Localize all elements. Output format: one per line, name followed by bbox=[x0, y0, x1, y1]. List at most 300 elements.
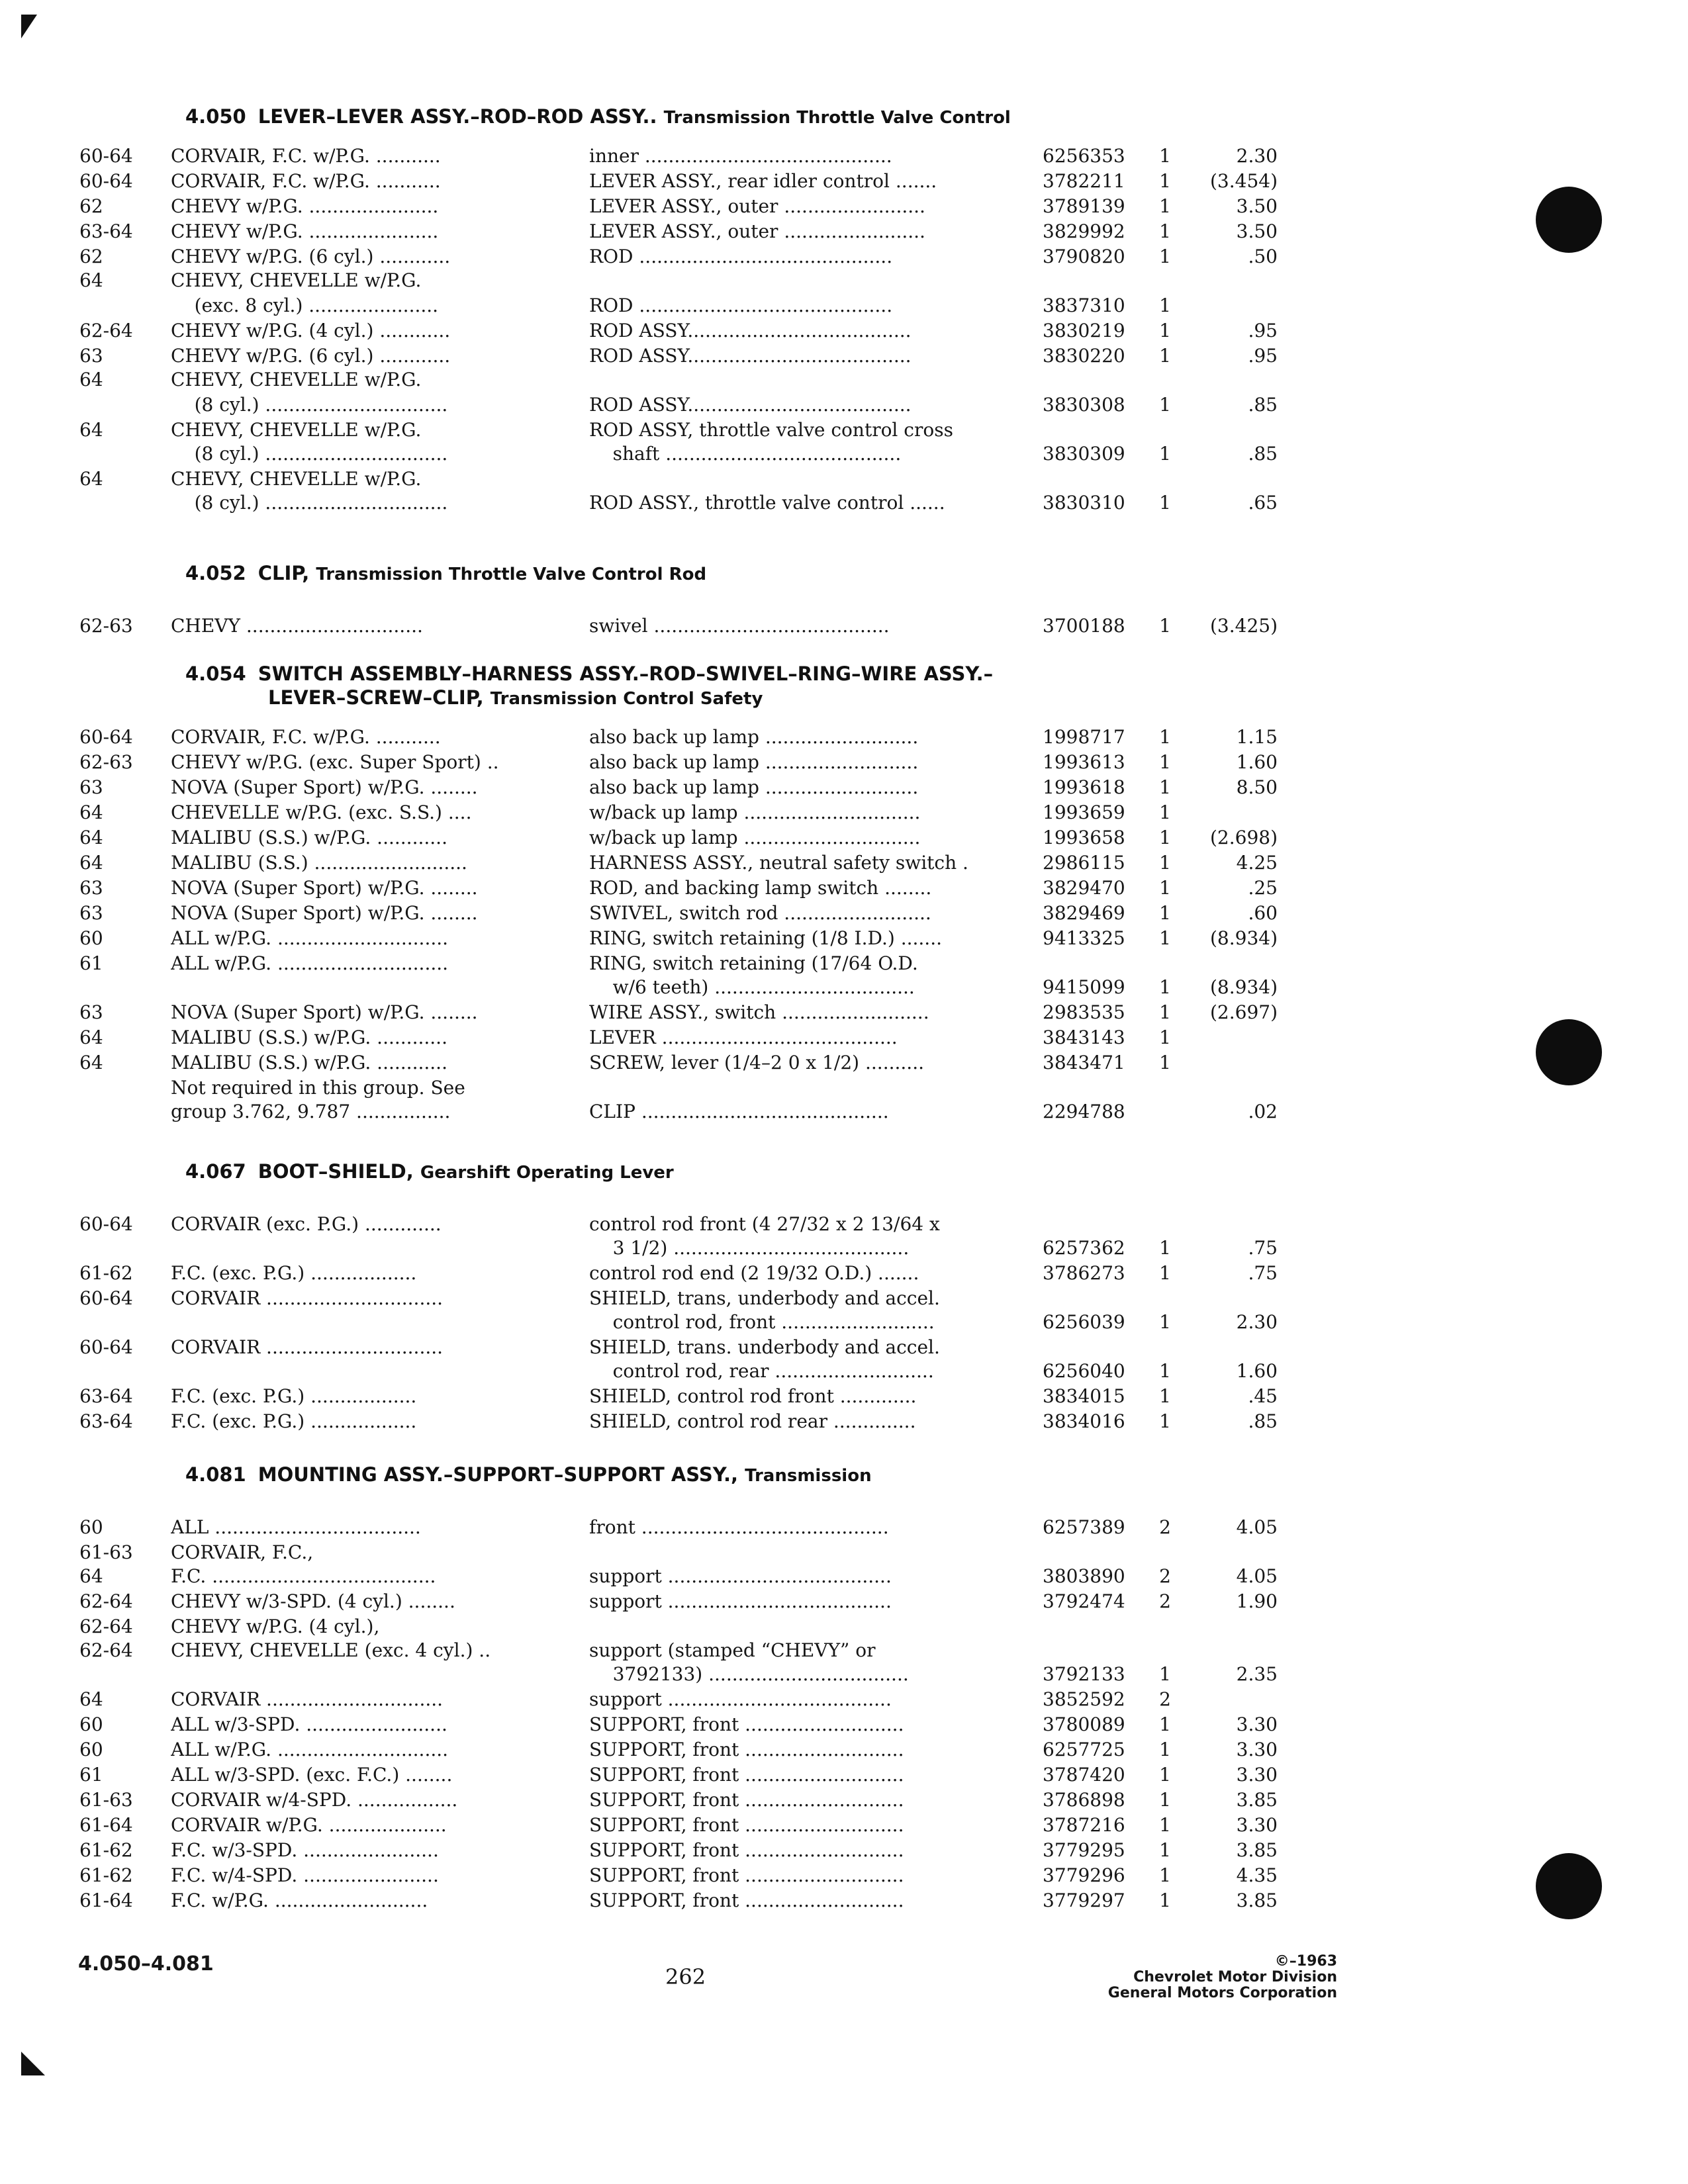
quantity: 1 bbox=[1159, 492, 1171, 514]
part-number: 3852592 bbox=[1043, 1688, 1125, 1710]
quantity: 1 bbox=[1159, 1663, 1171, 1685]
model-years: 63-64 bbox=[79, 1410, 133, 1432]
price: (8.934) bbox=[1209, 976, 1278, 998]
part-description: SUPPORT, front ........................... bbox=[589, 1764, 904, 1786]
section-subtitle: Transmission bbox=[745, 1466, 872, 1486]
part-description: control rod front (4 27/32 x 2 13/64 x 3 1/2) ........................................ bbox=[589, 1213, 940, 1259]
section-heading bbox=[185, 561, 1278, 586]
quantity: 1 bbox=[1159, 1262, 1171, 1284]
part-description: LEVER ASSY., rear idler control ....... bbox=[589, 170, 937, 192]
parts-row bbox=[73, 1686, 1278, 1711]
model-application: MALIBU (S.S.) w/P.G. ............ bbox=[171, 827, 447, 848]
part-description: ROD ........................................... bbox=[589, 246, 893, 267]
model-application: MALIBU (S.S.) w/P.G. ............ bbox=[171, 1026, 447, 1048]
parts-row bbox=[73, 749, 1278, 774]
parts-row bbox=[73, 1514, 1278, 1539]
parts-row bbox=[73, 1762, 1278, 1787]
part-description: also back up lamp .......................... bbox=[589, 776, 919, 798]
quantity: 1 bbox=[1159, 295, 1171, 316]
parts-row bbox=[73, 799, 1278, 825]
parts-row bbox=[73, 1711, 1278, 1737]
part-number: 2983535 bbox=[1043, 1001, 1125, 1023]
parts-row bbox=[73, 1787, 1278, 1812]
quantity: 1 bbox=[1159, 1410, 1171, 1432]
price: .85 bbox=[1248, 394, 1278, 416]
parts-row bbox=[73, 466, 1278, 515]
model-years: 63 bbox=[79, 902, 103, 924]
model-years: 60-64 bbox=[79, 170, 133, 192]
parts-row bbox=[73, 244, 1278, 293]
model-application: MALIBU (S.S.) .......................... bbox=[171, 852, 467, 874]
model-application: CHEVY w/P.G. (6 cyl.) ............ CHEVY, CHEVELLE w/P.G. bbox=[171, 345, 451, 390]
section-number: 4.081 bbox=[185, 1463, 246, 1486]
quantity: 1 bbox=[1159, 320, 1171, 341]
model-application: CHEVY, CHEVELLE w/P.G. (8 cyl.) ............................... bbox=[171, 468, 448, 514]
model-application: CORVAIR (exc. P.G.) ............. bbox=[171, 1213, 442, 1235]
model-years: 60 bbox=[79, 1516, 103, 1538]
part-description: ROD ASSY...................................... bbox=[589, 394, 912, 416]
model-years: 60 bbox=[79, 927, 103, 949]
model-application: CORVAIR .............................. bbox=[171, 1688, 444, 1710]
price: (2.698) bbox=[1209, 827, 1278, 848]
part-description: support ...................................... bbox=[589, 1688, 892, 1710]
price: 8.50 bbox=[1236, 776, 1278, 798]
copyright-block bbox=[1086, 1954, 1337, 2001]
quantity: 1 bbox=[1159, 1889, 1171, 1911]
model-years: 62-64 bbox=[79, 320, 133, 341]
model-application: CORVAIR, F.C. w/P.G. ........... bbox=[171, 170, 441, 192]
model-years: 63 bbox=[79, 1001, 103, 1023]
section-heading bbox=[185, 1463, 1278, 1488]
quantity: 2 bbox=[1159, 1516, 1171, 1538]
parts-row bbox=[73, 343, 1278, 392]
parts-row bbox=[73, 1588, 1278, 1614]
quantity: 1 bbox=[1159, 220, 1171, 242]
model-years: 64 bbox=[79, 1052, 103, 1073]
price: 4.05 bbox=[1236, 1565, 1278, 1587]
part-number: 3843143 bbox=[1043, 1026, 1125, 1048]
section-subtitle: Transmission Control Safety bbox=[490, 689, 763, 709]
parts-row bbox=[73, 193, 1278, 218]
parts-row bbox=[73, 724, 1278, 749]
price: 4.05 bbox=[1236, 1516, 1278, 1538]
price: .60 bbox=[1248, 902, 1278, 924]
part-number: 1998717 bbox=[1043, 726, 1125, 748]
model-years: 64 bbox=[79, 852, 103, 874]
model-years: 61 bbox=[79, 1764, 103, 1786]
part-description: SUPPORT, front ........................... bbox=[589, 1864, 904, 1886]
model-application: Not required in this group. See group 3.762, 9.787 ................ bbox=[171, 1077, 465, 1122]
corporation-name: General Motors Corporation bbox=[1107, 1985, 1337, 2001]
binder-hole bbox=[1536, 187, 1602, 253]
part-number: 1993659 bbox=[1043, 801, 1125, 823]
part-number: 6256039 bbox=[1043, 1311, 1125, 1333]
part-number: 3829992 bbox=[1043, 220, 1125, 242]
binder-hole bbox=[1536, 1019, 1602, 1085]
quantity: 1 bbox=[1159, 1052, 1171, 1073]
corner-mark-bottom bbox=[21, 2052, 45, 2075]
parts-row bbox=[73, 1737, 1278, 1762]
part-number: 6257362 bbox=[1043, 1237, 1125, 1259]
price: 3.30 bbox=[1236, 1814, 1278, 1836]
part-description: SUPPORT, front ........................... bbox=[589, 1889, 904, 1911]
model-application: CHEVY, CHEVELLE w/P.G. (8 cyl.) ............................... bbox=[171, 419, 448, 465]
part-description: ROD ASSY., throttle valve control ...... bbox=[589, 492, 945, 514]
parts-row bbox=[73, 850, 1278, 875]
part-number: 6257389 bbox=[1043, 1516, 1125, 1538]
section-subtitle: Gearshift Operating Lever bbox=[420, 1163, 674, 1183]
model-years: 61-64 bbox=[79, 1814, 133, 1836]
part-description: support ...................................... bbox=[589, 1590, 892, 1612]
part-number: 3834015 bbox=[1043, 1385, 1125, 1407]
model-application: ALL w/3-SPD. ........................ bbox=[171, 1713, 447, 1735]
part-number: 3789139 bbox=[1043, 195, 1125, 217]
model-years: 60-64 bbox=[79, 1336, 133, 1358]
quantity: 1 bbox=[1159, 1713, 1171, 1735]
part-number: 2294788 bbox=[1043, 1101, 1125, 1122]
group-range: 4.050–4.081 bbox=[78, 1952, 214, 1976]
part-number: 3830220 bbox=[1043, 345, 1125, 367]
model-years: 62-63 bbox=[79, 751, 133, 773]
price: .95 bbox=[1248, 345, 1278, 367]
price: .50 bbox=[1248, 246, 1278, 267]
model-years: 64 bbox=[79, 1688, 103, 1710]
parts-row bbox=[73, 1837, 1278, 1862]
parts-row bbox=[73, 293, 1278, 318]
parts-row bbox=[73, 1539, 1278, 1588]
quantity: 1 bbox=[1159, 170, 1171, 192]
model-application: CORVAIR w/P.G. .................... bbox=[171, 1814, 447, 1836]
part-number: 3830310 bbox=[1043, 492, 1125, 514]
part-number: 3830219 bbox=[1043, 320, 1125, 341]
parts-row bbox=[73, 1383, 1278, 1408]
model-application: CORVAIR .............................. bbox=[171, 1287, 444, 1309]
part-number: 3786898 bbox=[1043, 1789, 1125, 1811]
parts-row bbox=[73, 1614, 1278, 1686]
quantity: 1 bbox=[1159, 852, 1171, 874]
parts-row bbox=[73, 1211, 1278, 1260]
parts-row bbox=[73, 925, 1278, 950]
model-application: ALL ................................... bbox=[171, 1516, 421, 1538]
quantity: 1 bbox=[1159, 1385, 1171, 1407]
part-description: SUPPORT, front ........................... bbox=[589, 1814, 904, 1836]
copyright-year: ©–1963 bbox=[1274, 1953, 1337, 1970]
model-years: 61-62 bbox=[79, 1839, 133, 1861]
model-application: CHEVY w/3-SPD. (4 cyl.) ........ bbox=[171, 1590, 455, 1612]
section-4-054 bbox=[73, 662, 1278, 1124]
quantity: 1 bbox=[1159, 1864, 1171, 1886]
part-description: SHIELD, control rod front ............. bbox=[589, 1385, 917, 1407]
quantity: 1 bbox=[1159, 927, 1171, 949]
parts-row bbox=[73, 392, 1278, 417]
price: 3.85 bbox=[1236, 1839, 1278, 1861]
part-description: ROD ASSY...................................... bbox=[589, 345, 912, 367]
model-years: 64 bbox=[79, 419, 103, 441]
model-years: 60 bbox=[79, 1739, 103, 1760]
section-title: MOUNTING ASSY.–SUPPORT–SUPPORT ASSY., bbox=[258, 1463, 738, 1486]
model-application: NOVA (Super Sport) w/P.G. ........ bbox=[171, 902, 478, 924]
parts-row bbox=[73, 417, 1278, 466]
part-number: 3803890 bbox=[1043, 1565, 1125, 1587]
parts-row bbox=[73, 1075, 1278, 1124]
part-number: 1993658 bbox=[1043, 827, 1125, 848]
price: 4.35 bbox=[1236, 1864, 1278, 1886]
price: (2.697) bbox=[1209, 1001, 1278, 1023]
part-number: 9413325 bbox=[1043, 927, 1125, 949]
parts-row bbox=[73, 1888, 1278, 1913]
model-application: MALIBU (S.S.) w/P.G. ............ bbox=[171, 1052, 447, 1073]
part-description: also back up lamp .......................... bbox=[589, 751, 919, 773]
part-number: 3790820 bbox=[1043, 246, 1125, 267]
parts-row bbox=[73, 1285, 1278, 1334]
price: 2.30 bbox=[1236, 145, 1278, 167]
model-application: CHEVY w/P.G. ...................... bbox=[171, 220, 439, 242]
quantity: 1 bbox=[1159, 1237, 1171, 1259]
quantity: 1 bbox=[1159, 615, 1171, 637]
model-application: CORVAIR, F.C., F.C. ...................................... bbox=[171, 1541, 436, 1587]
part-description: SWIVEL, switch rod ......................... bbox=[589, 902, 931, 924]
part-number: 3787216 bbox=[1043, 1814, 1125, 1836]
quantity: 2 bbox=[1159, 1688, 1171, 1710]
price: 2.35 bbox=[1236, 1663, 1278, 1685]
quantity: 1 bbox=[1159, 1839, 1171, 1861]
model-years: 60-64 bbox=[79, 726, 133, 748]
price: 3.50 bbox=[1236, 220, 1278, 242]
part-description: HARNESS ASSY., neutral safety switch . bbox=[589, 852, 968, 874]
part-description: control rod end (2 19/32 O.D.) ....... bbox=[589, 1262, 919, 1284]
quantity: 1 bbox=[1159, 976, 1171, 998]
model-years: 61-63 bbox=[79, 1789, 133, 1811]
part-description: ROD, and backing lamp switch ........ bbox=[589, 877, 932, 899]
quantity: 1 bbox=[1159, 827, 1171, 848]
part-number: 3786273 bbox=[1043, 1262, 1125, 1284]
model-application: F.C. (exc. P.G.) .................. bbox=[171, 1262, 417, 1284]
part-description: SHIELD, trans, underbody and accel. control rod, front .......................... bbox=[589, 1287, 940, 1333]
quantity: 1 bbox=[1159, 345, 1171, 367]
quantity: 1 bbox=[1159, 776, 1171, 798]
quantity: 1 bbox=[1159, 902, 1171, 924]
part-number: 1993613 bbox=[1043, 751, 1125, 773]
quantity: 1 bbox=[1159, 1739, 1171, 1760]
price: .85 bbox=[1248, 443, 1278, 465]
part-description: also back up lamp .......................... bbox=[589, 726, 919, 748]
model-years: 61-63 64 bbox=[79, 1541, 133, 1587]
page-number: 262 bbox=[665, 1964, 706, 1989]
price: (3.454) bbox=[1209, 170, 1278, 192]
parts-row bbox=[73, 774, 1278, 799]
part-number: 2986115 bbox=[1043, 852, 1125, 874]
part-description: LEVER ASSY., outer ........................ bbox=[589, 220, 925, 242]
price: (8.934) bbox=[1209, 927, 1278, 949]
price: 3.50 bbox=[1236, 195, 1278, 217]
model-years: 62-63 bbox=[79, 615, 133, 637]
part-number: 3792474 bbox=[1043, 1590, 1125, 1612]
model-years: 61-62 bbox=[79, 1262, 133, 1284]
part-number: 9415099 bbox=[1043, 976, 1125, 998]
parts-row bbox=[73, 1812, 1278, 1837]
section-heading bbox=[185, 1160, 1278, 1185]
part-number: 3830309 bbox=[1043, 443, 1125, 465]
part-description: LEVER ASSY., outer ........................ bbox=[589, 195, 925, 217]
price: .02 bbox=[1248, 1101, 1278, 1122]
quantity: 1 bbox=[1159, 1311, 1171, 1333]
corner-mark-top bbox=[21, 15, 37, 38]
parts-row bbox=[73, 950, 1278, 999]
part-number: 3843471 bbox=[1043, 1052, 1125, 1073]
model-application: ALL w/3-SPD. (exc. F.C.) ........ bbox=[171, 1764, 453, 1786]
section-number: 4.054 bbox=[185, 662, 246, 685]
part-description: SUPPORT, front ........................... bbox=[589, 1713, 904, 1735]
quantity: 1 bbox=[1159, 443, 1171, 465]
price: 3.85 bbox=[1236, 1789, 1278, 1811]
part-number: 3700188 bbox=[1043, 615, 1125, 637]
quantity: 1 bbox=[1159, 726, 1171, 748]
price: 3.30 bbox=[1236, 1739, 1278, 1760]
part-number: 3837310 bbox=[1043, 295, 1125, 316]
price: 1.60 bbox=[1236, 1360, 1278, 1382]
price: .45 bbox=[1248, 1385, 1278, 1407]
part-number: 3834016 bbox=[1043, 1410, 1125, 1432]
parts-row bbox=[73, 825, 1278, 850]
parts-row bbox=[73, 1408, 1278, 1433]
price: .85 bbox=[1248, 1410, 1278, 1432]
part-description: SUPPORT, front ........................... bbox=[589, 1839, 904, 1861]
parts-row bbox=[73, 143, 1278, 168]
part-description: support ...................................... bbox=[589, 1565, 892, 1587]
price: 3.30 bbox=[1236, 1764, 1278, 1786]
parts-row bbox=[73, 1334, 1278, 1383]
model-application: (exc. 8 cyl.) ...................... bbox=[171, 295, 439, 316]
price: .95 bbox=[1248, 320, 1278, 341]
model-years: 60-64 bbox=[79, 145, 133, 167]
model-years: 63 64 bbox=[79, 345, 103, 390]
quantity: 1 bbox=[1159, 195, 1171, 217]
quantity: 1 bbox=[1159, 1789, 1171, 1811]
part-number: 3779295 bbox=[1043, 1839, 1125, 1861]
section-heading bbox=[185, 105, 1278, 130]
binder-hole bbox=[1536, 1853, 1602, 1919]
model-application: F.C. w/3-SPD. ....................... bbox=[171, 1839, 439, 1861]
model-years: 63-64 bbox=[79, 1385, 133, 1407]
model-years: 63 bbox=[79, 877, 103, 899]
price: 1.15 bbox=[1236, 726, 1278, 748]
part-description: RING, switch retaining (17/64 O.D. w/6 teeth) .................................. bbox=[589, 952, 918, 998]
parts-row bbox=[73, 318, 1278, 343]
model-application: CHEVELLE w/P.G. (exc. S.S.) .... bbox=[171, 801, 472, 823]
parts-row bbox=[73, 613, 1278, 638]
parts-row bbox=[73, 218, 1278, 244]
quantity: 1 bbox=[1159, 246, 1171, 267]
quantity: 1 bbox=[1159, 801, 1171, 823]
model-application: CORVAIR, F.C. w/P.G. ........... bbox=[171, 145, 441, 167]
part-number: 3782211 bbox=[1043, 170, 1125, 192]
model-years: 60-64 bbox=[79, 1287, 133, 1309]
section-number: 4.050 bbox=[185, 105, 246, 128]
part-description: inner .......................................... bbox=[589, 145, 892, 167]
parts-row bbox=[73, 1050, 1278, 1075]
part-description: SCREW, lever (1/4–2 0 x 1/2) .......... bbox=[589, 1052, 925, 1073]
model-years: 62-64 62-64 bbox=[79, 1615, 133, 1661]
quantity: 2 bbox=[1159, 1565, 1171, 1587]
model-application: ALL w/P.G. ............................. bbox=[171, 952, 449, 974]
model-years: 62-64 bbox=[79, 1590, 133, 1612]
part-number: 1993618 bbox=[1043, 776, 1125, 798]
model-application: CORVAIR .............................. bbox=[171, 1336, 444, 1358]
part-number: 3792133 bbox=[1043, 1663, 1125, 1685]
model-application: NOVA (Super Sport) w/P.G. ........ bbox=[171, 1001, 478, 1023]
model-application: NOVA (Super Sport) w/P.G. ........ bbox=[171, 776, 478, 798]
model-years: 64 bbox=[79, 1026, 103, 1048]
section-heading bbox=[185, 662, 1278, 711]
section-title: BOOT–SHIELD, bbox=[258, 1160, 414, 1183]
price: .65 bbox=[1248, 492, 1278, 514]
part-number: 3830308 bbox=[1043, 394, 1125, 416]
model-application: CORVAIR w/4-SPD. ................. bbox=[171, 1789, 458, 1811]
part-number: 3829470 bbox=[1043, 877, 1125, 899]
part-description: CLIP .......................................... bbox=[589, 1101, 889, 1122]
part-description: w/back up lamp .............................. bbox=[589, 827, 921, 848]
model-application: CHEVY w/P.G. ...................... bbox=[171, 195, 439, 217]
model-years: 60-64 bbox=[79, 1213, 133, 1235]
section-4-052 bbox=[73, 561, 1278, 638]
model-application: F.C. w/4-SPD. ....................... bbox=[171, 1864, 439, 1886]
price: 2.30 bbox=[1236, 1311, 1278, 1333]
section-title-line2: LEVER–SCREW–CLIP, bbox=[268, 686, 484, 709]
model-application: CHEVY w/P.G. (4 cyl.) ............ bbox=[171, 320, 451, 341]
part-description: swivel ........................................ bbox=[589, 615, 890, 637]
part-number: 6257725 bbox=[1043, 1739, 1125, 1760]
section-4-067 bbox=[73, 1160, 1278, 1433]
section-subtitle: Transmission Throttle Valve Control Rod bbox=[316, 565, 707, 584]
model-years: 62 64 bbox=[79, 246, 103, 291]
quantity: 1 bbox=[1159, 1360, 1171, 1382]
model-years: 64 bbox=[79, 468, 103, 490]
quantity: 1 bbox=[1159, 145, 1171, 167]
part-number: 6256353 bbox=[1043, 145, 1125, 167]
part-description: WIRE ASSY., switch ......................... bbox=[589, 1001, 929, 1023]
model-years: 62 bbox=[79, 195, 103, 217]
model-application: NOVA (Super Sport) w/P.G. ........ bbox=[171, 877, 478, 899]
model-years: 63-64 bbox=[79, 220, 133, 242]
section-title: CLIP, bbox=[258, 562, 310, 584]
price: 1.60 bbox=[1236, 751, 1278, 773]
part-description: w/back up lamp .............................. bbox=[589, 801, 921, 823]
quantity: 1 bbox=[1159, 1814, 1171, 1836]
quantity: 1 bbox=[1159, 1764, 1171, 1786]
model-application: (8 cyl.) ............................... bbox=[171, 394, 448, 416]
division-name: Chevrolet Motor Division bbox=[1133, 1969, 1337, 1985]
model-application: F.C. (exc. P.G.) .................. bbox=[171, 1410, 417, 1432]
model-years: 61-62 bbox=[79, 1864, 133, 1886]
model-years: 60 bbox=[79, 1713, 103, 1735]
part-description: SHIELD, trans. underbody and accel. control rod, rear ........................... bbox=[589, 1336, 940, 1382]
part-number: 3829469 bbox=[1043, 902, 1125, 924]
part-number: 3787420 bbox=[1043, 1764, 1125, 1786]
model-application: F.C. (exc. P.G.) .................. bbox=[171, 1385, 417, 1407]
part-description: SUPPORT, front ........................... bbox=[589, 1739, 904, 1760]
part-description: SHIELD, control rod rear .............. bbox=[589, 1410, 916, 1432]
model-application: CORVAIR, F.C. w/P.G. ........... bbox=[171, 726, 441, 748]
parts-row bbox=[73, 168, 1278, 193]
price: 3.30 bbox=[1236, 1713, 1278, 1735]
model-years: 61-64 bbox=[79, 1889, 133, 1911]
part-description: ROD ASSY, throttle valve control cross shaft ........................................ bbox=[589, 419, 953, 465]
part-description: ROD ........................................... bbox=[589, 295, 893, 316]
parts-row bbox=[73, 1862, 1278, 1888]
parts-row bbox=[73, 900, 1278, 925]
section-4-050 bbox=[73, 105, 1278, 515]
parts-row bbox=[73, 1024, 1278, 1050]
